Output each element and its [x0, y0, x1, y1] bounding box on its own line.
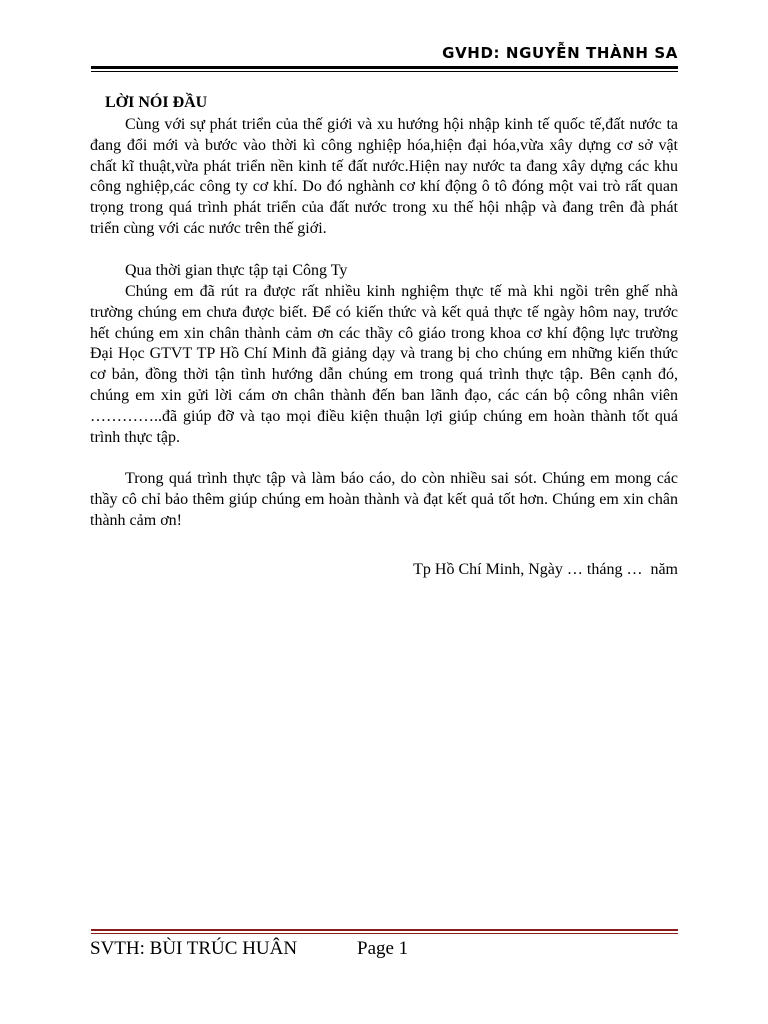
footer-page-number: Page 1	[357, 938, 409, 959]
footer-rule-thick	[91, 929, 678, 931]
paragraph-closing: Trong quá trình thực tập và làm báo cáo, do còn nhiều sai sót. Chúng em mong các thầy cô chỉ bảo thêm giúp chúng em hoàn thành và đạt kết quả tốt hơn. Chúng em xin chân thành cảm ơn!	[90, 470, 678, 529]
header-supervisor: GVHD: NGUYỄN THÀNH SA	[442, 44, 678, 62]
paragraph-intro: Cùng với sự phát triển của thế giới và xu hướng hội nhập kinh tế quốc tế,đất nước ta đang đổi mới và bước vào thời kì công nghiệp hóa,hiện đại hóa,vừa xây dựng cơ sở vật chất kĩ thuật,vừa phát triển nền kinh tế đất nước.Hiện nay nước ta đang xây dựng các khu công nghiệp,các công ty cơ khí. Do đó nghành cơ khí động ô tô đóng một vai trò rất quan trọng trong quá trình phát triển của đất nước trong xu thế hội nhập và đang trên đà phát triển cùng với các nước trên thế giới.	[90, 116, 678, 237]
page-title: LỜI NÓI ĐẦU	[105, 94, 208, 111]
header-rule-thick	[91, 66, 678, 69]
signature-date-line: Tp Hồ Chí Minh, Ngày … tháng … năm	[413, 561, 678, 578]
paragraph-acknowledgement: Chúng em đã rút ra được rất nhiều kinh nghiệm thực tế mà khi ngồi trên ghế nhà trường chúng em chưa được biết. Để có kiến thức và kết quả thực tế ngày hôm nay, trước hết chúng em xin chân thành cảm ơn các thầy cô giáo trong khoa cơ khí động lực trường Đại Học GTVT TP Hồ Chí Minh đã giảng dạy và trang bị cho chúng em những kiến thức cơ bản, đồng thời tận tình hướng dẫn chúng em trong quá trình thực tập. Bên cạnh đó, chúng em xin gửi lời cám ơn chân thành đến ban lãnh đạo, các cán bộ công nhân viên …………..đã giúp đỡ và tạo mọi điều kiện thuận lợi giúp chúng em hoàn thành tốt quá trình thực tập.	[90, 283, 678, 446]
footer-author: SVTH: BÙI TRÚC HUÂN	[90, 938, 298, 959]
paragraph-internship-intro: Qua thời gian thực tập tại Công Ty	[125, 262, 348, 279]
header-rule-thin	[91, 71, 678, 72]
footer-rule-thin	[91, 933, 678, 934]
